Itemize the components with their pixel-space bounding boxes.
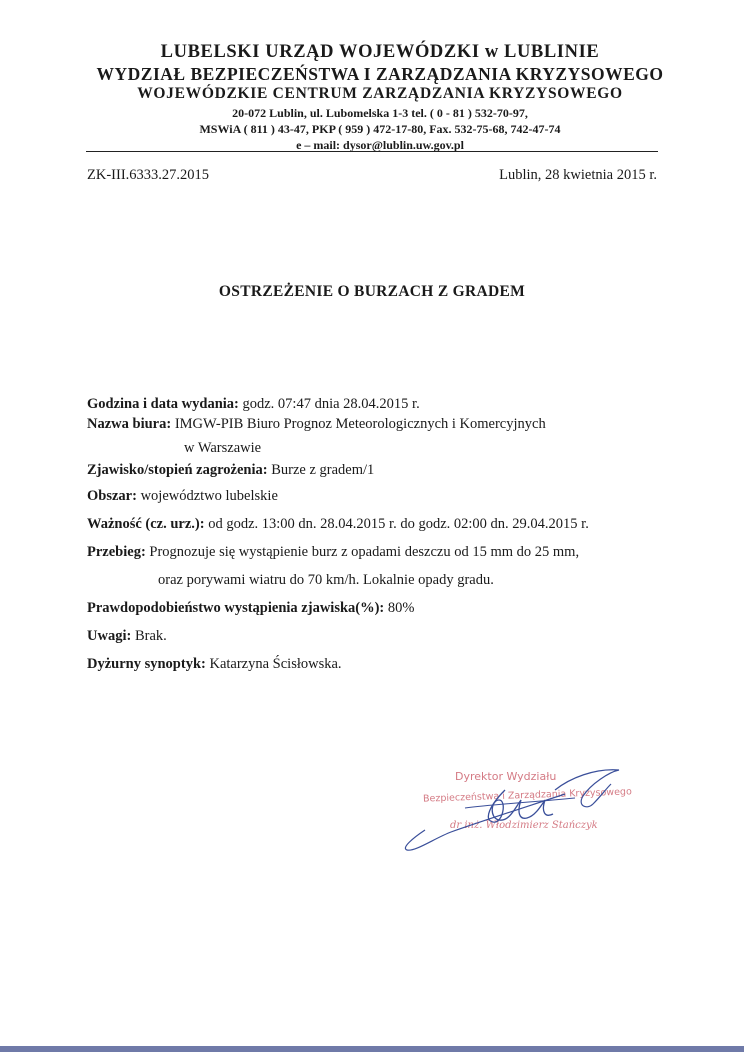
header-center-name: WOJEWÓDZKIE CENTRUM ZARZĄDZANIA KRYZYSOWEGO <box>137 85 623 102</box>
field-course-value: Prognozuje się wystąpienie burz z opadami deszczu od 15 mm do 25 mm, <box>149 544 580 560</box>
stamp-department: Bezpieczeństwa i Zarządzania Kryzysowego <box>422 786 632 805</box>
field-validity-label: Ważność (cz. urz.): <box>87 516 205 532</box>
header-phones: MSWiA ( 811 ) 43-47, PKP ( 959 ) 472-17-80, Fax. 532-75-68, 742-47-74 <box>199 122 561 136</box>
field-office-value-continued: w Warszawie <box>184 440 262 456</box>
header-office-name: LUBELSKI URZĄD WOJEWÓDZKI w LUBLINIE <box>160 42 600 62</box>
field-office-label: Nazwa biura: <box>87 416 172 432</box>
field-phenomenon-value: Burze z gradem/1 <box>271 462 375 478</box>
field-probability-value: 80% <box>387 600 415 616</box>
document-date: Lublin, 28 kwietnia 2015 r. <box>499 167 657 183</box>
field-issued-label: Godzina i data wydania: <box>87 396 239 412</box>
document-title: OSTRZEŻENIE O BURZACH Z GRADEM <box>218 283 526 300</box>
field-area-value: województwo lubelskie <box>140 488 278 504</box>
signature-stamp <box>395 760 635 860</box>
field-validity-value: od godz. 13:00 dn. 28.04.2015 r. do godz. 02:00 dn. 29.04.2015 r. <box>208 516 589 532</box>
field-course <box>87 544 579 561</box>
field-issued <box>87 396 420 413</box>
field-issued-value: godz. 07:47 dnia 28.04.2015 r. <box>242 396 420 412</box>
field-validity <box>87 516 589 533</box>
field-forecaster <box>87 656 342 673</box>
field-phenomenon-label: Zjawisko/stopień zagrożenia: <box>87 462 268 478</box>
field-probability <box>87 600 414 617</box>
field-course-value-continued: oraz porywami wiatru do 70 km/h. Lokalnie opady gradu. <box>158 572 494 588</box>
field-area-label: Obszar: <box>87 488 137 504</box>
field-course-label: Przebieg: <box>87 544 146 560</box>
field-office-value: IMGW-PIB Biuro Prognoz Meteorologicznych i Komercyjnych <box>174 416 546 432</box>
field-area <box>87 488 278 505</box>
header-address: 20-072 Lublin, ul. Lubomelska 1-3 tel. ( 0 - 81 ) 532-70-97, <box>232 106 528 120</box>
header-divider <box>86 151 658 152</box>
field-remarks <box>87 628 167 645</box>
field-office <box>87 416 546 433</box>
header-department-name: WYDZIAŁ BEZPIECZEŃSTWA I ZARZĄDZANIA KRYZYSOWEGO <box>96 64 664 84</box>
handwritten-signature <box>395 760 635 860</box>
stamp-name: dr inż. Włodzimierz Stańczyk <box>450 820 598 831</box>
scan-bottom-edge <box>0 1046 744 1052</box>
field-forecaster-label: Dyżurny synoptyk: <box>87 656 206 672</box>
field-probability-label: Prawdopodobieństwo wystąpienia zjawiska(%): <box>87 600 385 616</box>
stamp-title: Dyrektor Wydziału <box>455 770 557 783</box>
reference-number: ZK-III.6333.27.2015 <box>87 167 210 183</box>
header-email: e – mail: dysor@lublin.uw.gov.pl <box>296 138 464 152</box>
field-phenomenon <box>87 462 374 479</box>
field-forecaster-value: Katarzyna Ścisłowska. <box>209 656 342 672</box>
field-remarks-label: Uwagi: <box>87 628 132 644</box>
field-remarks-value: Brak. <box>134 628 167 644</box>
